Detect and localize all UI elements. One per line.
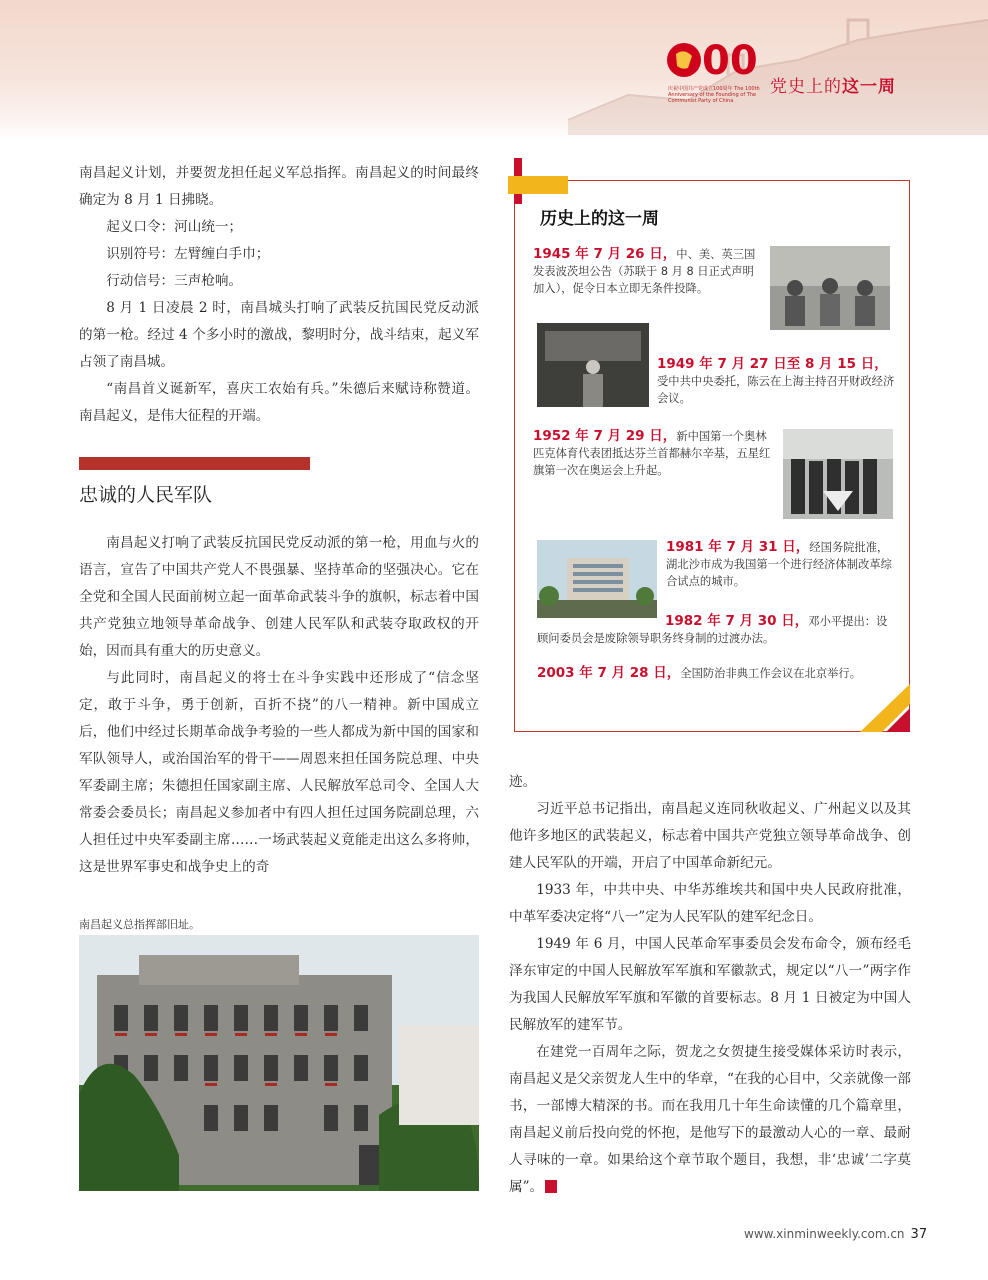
page-number: 37 — [910, 1227, 928, 1242]
event-text: 中、美、英三国发表波茨坦公告（苏联于 8 月 8 日正式声明加入），促令日本立即无条件投降。 — [533, 248, 756, 295]
sidebar-event — [537, 613, 897, 647]
event-text: 经国务院批准，湖北沙市成为我国第一个进行经济体制改革综合试点的城市。 — [666, 541, 892, 588]
event-text: 新中国第一个奥林匹克体育代表团抵达芬兰首都赫尔辛基，五星红旗第一次在奥运会上升起。 — [533, 430, 771, 477]
sidebar-event — [533, 246, 765, 297]
column-name — [770, 72, 896, 97]
paragraph: 8 月 1 日凌晨 2 时，南昌城头打响了武装反抗国民党反动派的第一枪。经过 4 个多小时的激战，黎明时分，战斗结束，起义军占领了南昌城。 — [79, 300, 479, 370]
great-wall-illustration — [568, 0, 988, 135]
event-date: 2003 年 7 月 28 日， — [537, 665, 681, 681]
paragraph-text: 在建党一百周年之际，贺龙之女贺捷生接受媒体采访时表示，南昌起义是父亲贺龙人生中的华章，“在我的心目中，父亲就像一部书，一部博大精深的书。而在我用几十年生命读懂的几个篇章里，南昌起义前后投向党的怀抱，是他写下的最激动人心的一章、最耐人寻味的一章。如果给这个章节取个题目，我想，非‘忠诚’二字莫属”。 — [509, 1044, 911, 1195]
event-date: 1945 年 7 月 26 日， — [533, 246, 677, 262]
paragraph: “南昌首义诞新军，喜庆工农始有兵。”朱德后来赋诗称赞道。南昌起义，是伟大征程的开端。 — [79, 381, 479, 424]
column-name-light: 党史上的 — [770, 77, 842, 97]
section-title: 忠诚的人民军队 — [79, 484, 213, 506]
end-mark-icon — [545, 1180, 557, 1193]
sidebar-event — [533, 428, 777, 479]
paragraph: 识别符号：左臂缠白手巾； — [106, 246, 270, 262]
paragraph: 南昌起义打响了武装反抗国民党反动派的第一枪，用血与火的语言，宣告了中国共产党人不畏强暴、坚持革命的坚强决心。它在全党和全国人民面前树立起一面革命武装斗争的旗帜，标志着中国共产党独立地领导革命战争、创建人民军队和武装夺取政权的开始，因而具有重大的历史意义。 — [79, 535, 479, 659]
section-divider-bar — [79, 457, 310, 470]
olympic-delegation-photo — [783, 429, 893, 519]
left-intro-text — [79, 160, 479, 430]
header-band — [0, 0, 988, 140]
event-date: 1949 年 7 月 27 日至 8 月 15 日， — [657, 356, 888, 372]
headquarters-building-photo — [79, 935, 479, 1191]
paragraph: 迹。 — [509, 774, 537, 790]
event-text: 全国防治非典工作会议在北京举行。 — [680, 667, 862, 680]
paragraph: 1949 年 6 月，中国人民革命军事委员会发布命令，颁布经毛泽东审定的中国人民解放军军旗和军徽款式，规定以“八一”两字作为我国人民解放军军旗和军徽的首要标志。8 月 1 日被定为中国人民解放军的建军节。 — [509, 936, 911, 1033]
paragraph: 南昌起义计划，并要贺龙担任起义军总指挥。南昌起义的时间最终确定为 8 月 1 日拂晓。 — [79, 165, 479, 208]
potsdam-leaders-photo — [770, 246, 890, 330]
left-section-text — [79, 530, 479, 881]
paragraph: 与此同时，南昌起义的将士在斗争实践中还形成了“信念坚定，敢于斗争，勇于创新，百折不挠”的八一精神。新中国成立后，他们中经过长期革命战争考验的一些人都成为新中国的国家和军队领导人，或治国治军的骨干——周恩来担任国务院总理、中央军委副主席；朱德担任国家副主席、人民解放军总司令、全国人大常委会委员长；南昌起义参加者中有四人担任过国务院副总理，六人担任过中央军委副主席……一场武装起义竟能走出这么多将帅，这是世界军事史和战争史上的奇 — [79, 670, 479, 875]
photo-caption: 南昌起义总指挥部旧址。 — [79, 918, 200, 931]
event-date: 1981 年 7 月 31 日， — [666, 539, 810, 555]
column-name-bold: 这一周 — [842, 77, 896, 97]
footer — [744, 1227, 927, 1242]
sidebar-title: 历史上的这一周 — [540, 209, 659, 229]
event-text: 邓小平提出：设顾问委员会是废除领导职务终身制的过渡办法。 — [537, 615, 888, 645]
event-date: 1952 年 7 月 29 日， — [533, 428, 677, 444]
right-column-text — [509, 769, 911, 1201]
paragraph — [509, 1039, 911, 1201]
logo-caption: 庆祝中国共产党成立100周年 The 100th Anniversary of the Founding of The Communist Party of China — [668, 86, 760, 104]
event-date: 1982 年 7 月 30 日， — [665, 613, 809, 629]
shanghai-meeting-photo — [537, 323, 649, 407]
paragraph: 1933 年，中共中央、中华苏维埃共和国中央人民政府批准，中革军委决定将“八一”定为人民军队的建军纪念日。 — [509, 882, 911, 925]
shashi-city-photo — [537, 540, 657, 618]
sidebar-event — [537, 665, 897, 682]
sidebar-event — [657, 356, 897, 407]
paragraph: 习近平总书记指出，南昌起义连同秋收起义、广州起义以及其他许多地区的武装起义，标志着中国共产党独立领导革命战争、创建人民军队的开端，开启了中国革命新纪元。 — [509, 801, 911, 871]
paragraph: 行动信号：三声枪响。 — [106, 273, 243, 289]
svg-text:00: 00 — [702, 38, 758, 84]
event-text: 受中共中央委托，陈云在上海主持召开财政经济会议。 — [657, 375, 895, 405]
website-url: www.xinminweekly.com.cn — [744, 1227, 905, 1241]
box-corner-flag — [508, 158, 568, 204]
box-corner-stripe — [860, 684, 910, 732]
paragraph: 起义口令：河山统一； — [106, 219, 243, 235]
sidebar-event — [666, 539, 896, 590]
